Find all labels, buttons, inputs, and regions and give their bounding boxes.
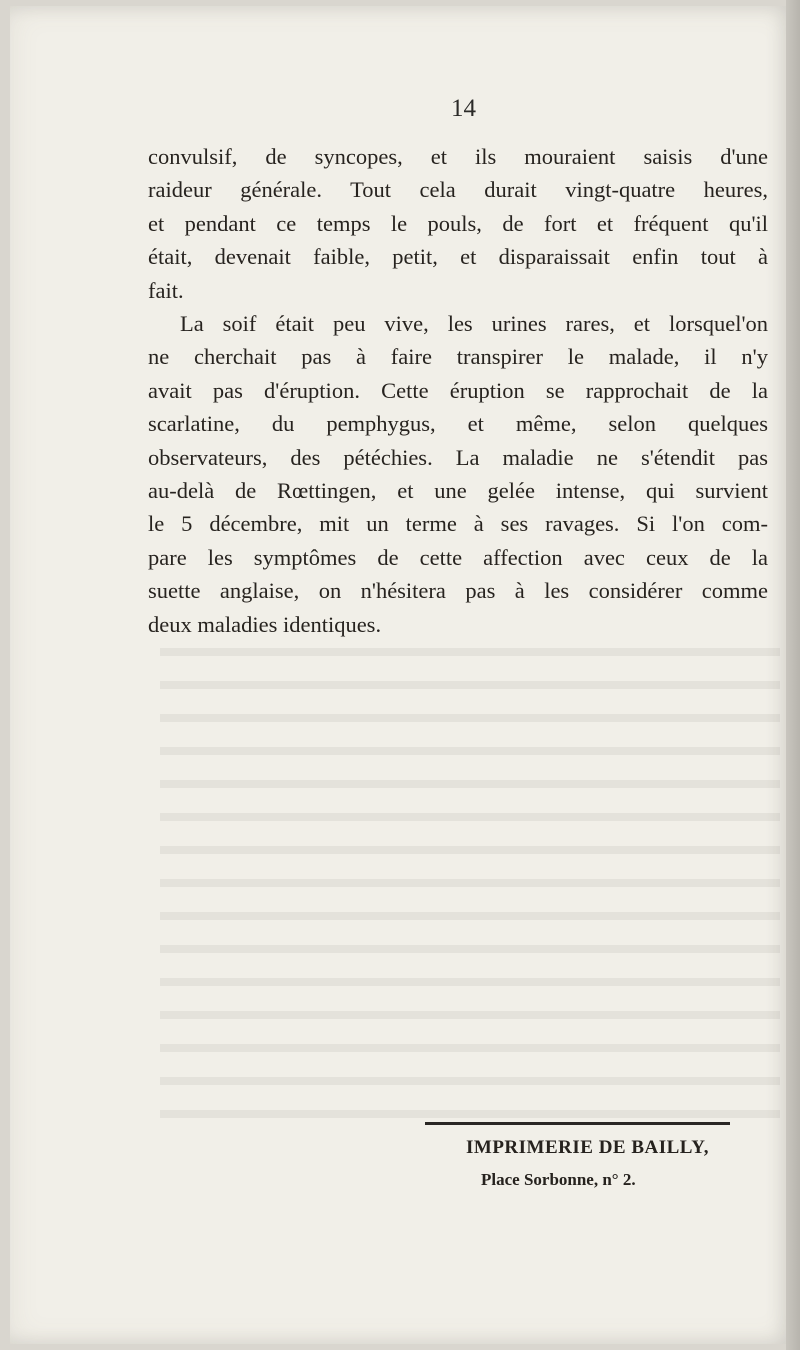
text-line: le 5 décembre, mit un terme à ses ravages. Si l'on com- [148, 511, 768, 537]
text-line: avait pas d'éruption. Cette éruption se rapprochait de la [148, 377, 768, 403]
text-line: convulsif, de syncopes, et ils mouraient saisis d'une [148, 144, 768, 169]
printer-name: IMPRIMERIE DE BAILLY, [466, 1137, 709, 1158]
text-line: était, devenait faible, petit, et disparaissait enfin tout à [148, 244, 768, 270]
text-line: et pendant ce temps le pouls, de fort et fréquent qu'il [148, 210, 768, 236]
text-line: La soif était peu vive, les urines rares, et lorsquel'on [180, 311, 768, 337]
body-paragraphs [148, 140, 768, 641]
page-number: 14 [451, 95, 476, 122]
show-through-texture [160, 626, 780, 1126]
text-line: fait. [148, 277, 184, 303]
text-line: pare les symptômes de cette affection avec ceux de la [148, 544, 768, 570]
text-line: observateurs, des pétéchies. La maladie ne s'étendit pas [148, 444, 768, 470]
text-line: au-delà de Rœttingen, et une gelée intense, qui survient [148, 478, 768, 504]
page-edge-shadow [786, 0, 800, 1350]
text-line: suette anglaise, on n'hésitera pas à les considérer comme [148, 578, 768, 604]
text-line: raideur générale. Tout cela durait vingt-quatre heures, [148, 177, 768, 203]
text-line: ne cherchait pas à faire transpirer le malade, il n'y [148, 344, 768, 370]
text-line: deux maladies identiques. [148, 611, 382, 637]
printer-address: Place Sorbonne, n° 2. [481, 1170, 636, 1189]
imprint-divider [425, 1122, 730, 1125]
text-line: scarlatine, du pemphygus, et même, selon quelques [148, 411, 768, 437]
